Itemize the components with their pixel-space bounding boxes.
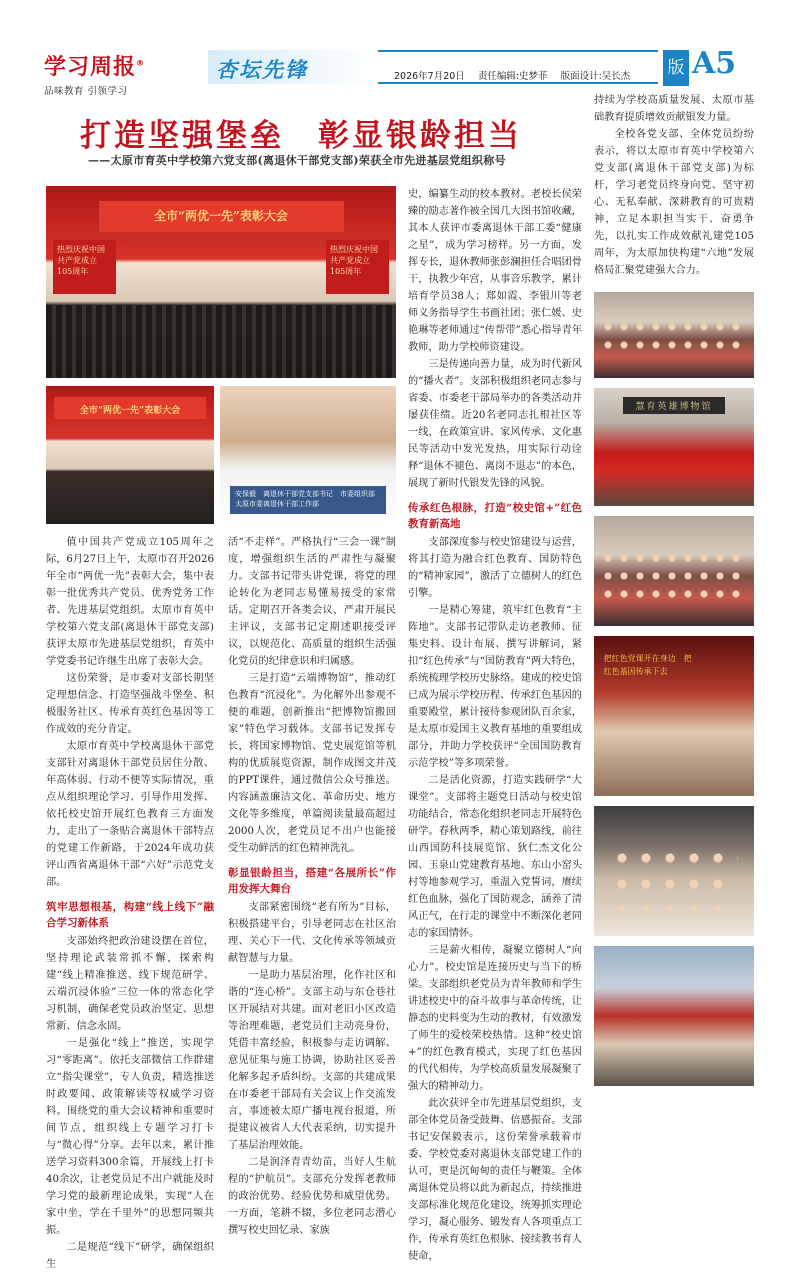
article-paragraph: 持续为学校高质量发展、太原市基础教育提质增效贡献银发力量。 — [594, 95, 754, 123]
photo-red-party-lesson — [594, 636, 754, 796]
museum-plaque: 把红色党课开在身边 把红色基因传承下去 — [603, 654, 692, 676]
page-badge: 版 — [663, 50, 689, 86]
article-paragraph: 此次获评全市先进基层党组织，支部全体党员备受鼓舞、倍感振奋。支部书记安保毅表示，这份荣誉承载着市委、学校党委对离退休支部党建工作的认可，更是沉甸甸的责任与鞭策。全体离退休党员将以此为新起点，持续推进支部标准化规范化建设，统筹抓实理论学习，凝心服务、锻发育人各项重点工作，传承育英红色根脉、接续教书育人使命， — [408, 1098, 582, 1262]
stage2-banner: 全市“两优一先”表彰大会 — [54, 397, 205, 419]
section-header-bar — [208, 50, 658, 84]
speaker-caption: 安保毅 离退休干部党支部书记 市委组织部太原市委离退休干部工作部 — [230, 486, 386, 514]
article-paragraph: 支部紧密围绕“老有所为”目标，积极搭建平台，引导老同志在社区治理、关心下一代、文化传承等领域贡献智慧与力量。 — [228, 902, 396, 964]
article-column-1 — [46, 534, 214, 1273]
photo-community-street — [594, 946, 754, 1086]
photo-awards-ceremony-stage — [46, 186, 396, 378]
article-column-4 — [594, 92, 754, 279]
newspaper-slogan: 品味教育 引领学习 — [44, 86, 128, 97]
newspaper-logo: 学习周报® — [44, 55, 146, 80]
section-subheading: 彰显银龄担当，搭建“各展所长”作用发挥大舞台 — [228, 867, 396, 895]
page-number: A5 — [692, 46, 737, 81]
article-paragraph: 一是助力基层治理，化作社区和谐的“连心桥”。支部主动与东仓巷社区开展结对共建。面对老旧小区改造等治理难题，老党员们主动亮身份，凭借丰富经验，积极参与走访调解、意见征集与施工协调，协助社区妥善化解多起矛盾纠纷。支部的共建成果在市委老干部局有关会议上作交流发言，事迹被太原广播电视台报道，所提建议被省人大代表采纳，切实提升了基层治理效能。 — [228, 970, 396, 1151]
photo-exhibition-visit — [594, 806, 754, 936]
article-subtitle: ——太原市育英中学校第六党支部(离退休干部党支部)荣获全市先进基层党组织称号 — [88, 154, 506, 167]
article-paragraph: 支部始终把政治建设摆在首位，坚持理论武装常抓不懈，探索构建“线上精准推送、线下规范研学、云端沉浸体验”三位一体的常态化学习机制，确保老党员政治坚定、思想常新、信念永固。 — [46, 936, 214, 1032]
article-paragraph: 二是活化资源，打造实践研学“大课堂”。支部将主题党日活动与校史馆功能结合，常态化组织老同志开展特色研学。春秋两季，精心策划路线，前往山西国防科技展览馆、狄仁杰文化公园、玉泉山党建教育基地、东山小窑头村等地参观学习，重温入党誓词，赓续红色血脉，强化了国防观念，涵养了清风正气，在行走的课堂中不断深化老同志的家国情怀。 — [408, 775, 582, 939]
article-paragraph: 一是强化“线上”推送，实现学习“零距离”。依托支部微信工作群建立“指尖课堂”，专人负责，精选推送时政要闻、政策解读等权威学习资料。围绕党的重大会议精神和重要时间节点，组织线上专题学习打卡与“微心得”分享。去年以来，累计推送学习资料300余篇，开展线上打卡40余次，让老党员足不出户就能及时学习党的最新理论成果，实现“人在家中坐，学在千里外”的思想同频共振。 — [46, 1038, 214, 1236]
article-paragraph: 史，编纂生动的校本教材。老校长侯荣臻的励志著作被全国几大图书馆收藏，其本人获评市委离退休干部工委“健康之星”，成为学习榜样。另一方面，发挥专长，退休教师张彭澜担任合唱团骨干，执教少年宫，从事音乐教学，累计培育学员38人；郑如霞、李银川等老师义务指导学生书画社团；张仁媛、史艳琳等老师通过“传帮带”悉心指导青年教师，助力学校师资建设。 — [408, 189, 582, 353]
article-paragraph: 一是精心筹建，筑牢红色教育“主阵地”。支部书记带队走访老教师、征集史料、设计布展、撰写讲解词，紧扣“红色传承”与“国防教育”两大特色，系统梳理学校历史脉络。建成的校史馆已成为展示学校历程、传承红色基因的重要殿堂，累计接待参观团队百余家，是太原市爱国主义教育基地的重要组成部分，并助力学校获评“全国国防教育示范学校”等多项荣誉。 — [408, 605, 582, 769]
article-paragraph: 全校各党支部、全体党员纷纷表示，将以太原市育英中学校第六党支部(离退休干部党支部)为标杆，学习老党员终身向党、坚守初心、无私奉献、深耕教育的可贵精神，立足本职担当实干、奋勇争先，以扎实工作成效献礼建党105周年，为太原加快构建“六地”发展格局汇聚党建强大合力。 — [594, 129, 754, 276]
photo-museum-building — [594, 388, 754, 506]
article-paragraph: 活“不走样”。严格执行“三会一课”制度，增强组织生活的严肃性与凝聚力。支部书记带头讲党课，将党的理论转化为老同志易懂易接受的家常话。定期召开各类会议，严肃开展民主评议，支部书记定期述职接受评议，以规范化、高质量的组织生活强化党员的纪律意识和归属感。 — [228, 537, 396, 667]
section-title: 杏坛先锋 — [216, 58, 308, 82]
article-column-3 — [408, 186, 582, 1265]
article-paragraph: 二是润泽青青幼苗，当好人生航程的“护航员”。支部充分发挥老教师的政治优势、经验优势和威望优势。一方面，笔耕不辍，多位老同志潜心撰写校史回忆录、家族 — [228, 1157, 396, 1236]
article-title: 打造坚强堡垒 彰显银龄担当 — [80, 118, 522, 154]
museum-sign: 慧育英雄博物馆 — [623, 397, 725, 414]
article-paragraph: 太原市育英中学校离退休干部党支部针对离退休干部党员居住分散、年高体弱、行动不便等实际情况，重点从组织理论学习、引导作用发挥、依托校史馆开展红色教育三方面发力，走出了一条贴合离退休干部特点的党建工作新路，于2024年成功获评山西省离退休干部“六好”示范党支部。 — [46, 741, 214, 888]
stage-side-banner-left: 热烈庆祝中国共产党成立105周年 — [53, 240, 116, 294]
article-column-2 — [228, 534, 396, 1239]
section-subheading: 筑牢思想根基，构建“线上线下”融合学习新体系 — [46, 901, 214, 929]
article-paragraph: 二是规范“线下”研学，确保组织生 — [46, 1242, 214, 1270]
stage-side-banner-right: 热烈庆祝中国共产党成立105周年 — [326, 240, 389, 294]
photo-speaker — [220, 386, 396, 524]
audience — [46, 305, 396, 378]
masthead — [44, 50, 164, 97]
issue-date: 2026年7月20日 — [394, 71, 465, 82]
article-paragraph: 值中国共产党成立105周年之际，6月27日上午，太原市召开2026年全市“两优一先”表彰大会，集中表彰一批优秀共产党员、优秀党务工作者、先进基层党组织。太原市育英中学校第六党支部(离退休干部党支部)获评太原市先进基层党组织，育英中学党委书记许继生出席了表彰大会。 — [46, 537, 214, 667]
section-subheading: 传承红色根脉，打造“校史馆+”红色教育新高地 — [408, 502, 582, 530]
designer-credit: 版面设计:吴长杰 — [560, 71, 631, 82]
article-paragraph: 三是打造“云端博物馆”，推动红色教育“沉浸化”。为化解外出参观不便的难题，创新推出“把博物馆搬回家”特色学习载体。支部书记发挥专长，将国家博物馆、党史展览馆等机构的优质展览资源，制作成图文并茂的PPT课件，通过微信公众号推送。内容涵盖廉洁文化、革命历史、地方文化等多维度，单篇阅读量最高超过2000人次，老党员足不出户也能接受生动鲜活的红色精神洗礼。 — [228, 673, 396, 854]
photo-group-indoor — [594, 292, 754, 378]
issue-meta — [394, 68, 640, 82]
article-paragraph: 三是薪火相传，凝聚立德树人“向心力”。校史馆是连接历史与当下的桥梁。支部组织老党员为青年教师和学生讲述校史中的奋斗故事与革命传统，让静态的史料变为生动的教材，有效激发了师生的爱校荣校热情。这种“校史馆+”的红色教育模式，实现了红色基因的代代相传，为学校高质量发展凝聚了强大的精神动力。 — [408, 945, 582, 1092]
photo-group-museum-hall — [594, 516, 754, 626]
article-paragraph: 这份荣誉，是市委对支部长期坚定理想信念、打造坚强战斗堡垒、积极服务社区、传承育英红色基因等工作成效的充分肯定。 — [46, 673, 214, 735]
article-paragraph: 支部深度参与校史馆建设与运营，将其打造为融合红色教育、国防特色的“精神家园”，激活了立德树人的红色引擎。 — [408, 537, 582, 599]
stage-banner: 全市“两优一先”表彰大会 — [99, 201, 344, 232]
editor-credit: 责任编辑:史梦菲 — [477, 71, 548, 82]
photo-award-recipient — [46, 386, 214, 524]
article-paragraph: 三是传递向善力量，成为时代新风的“播火者”。支部积极组织老同志参与省委、市委老干部局举办的各类活动并屡获佳绩。近20名老同志扎根社区等一线，在政策宣讲、家风传承、文化惠民等活动中发光发热，用实际行动诠释“退休不褪色、离岗不退志”的本色，展现了新时代银发先锋的风貌。 — [408, 359, 582, 489]
